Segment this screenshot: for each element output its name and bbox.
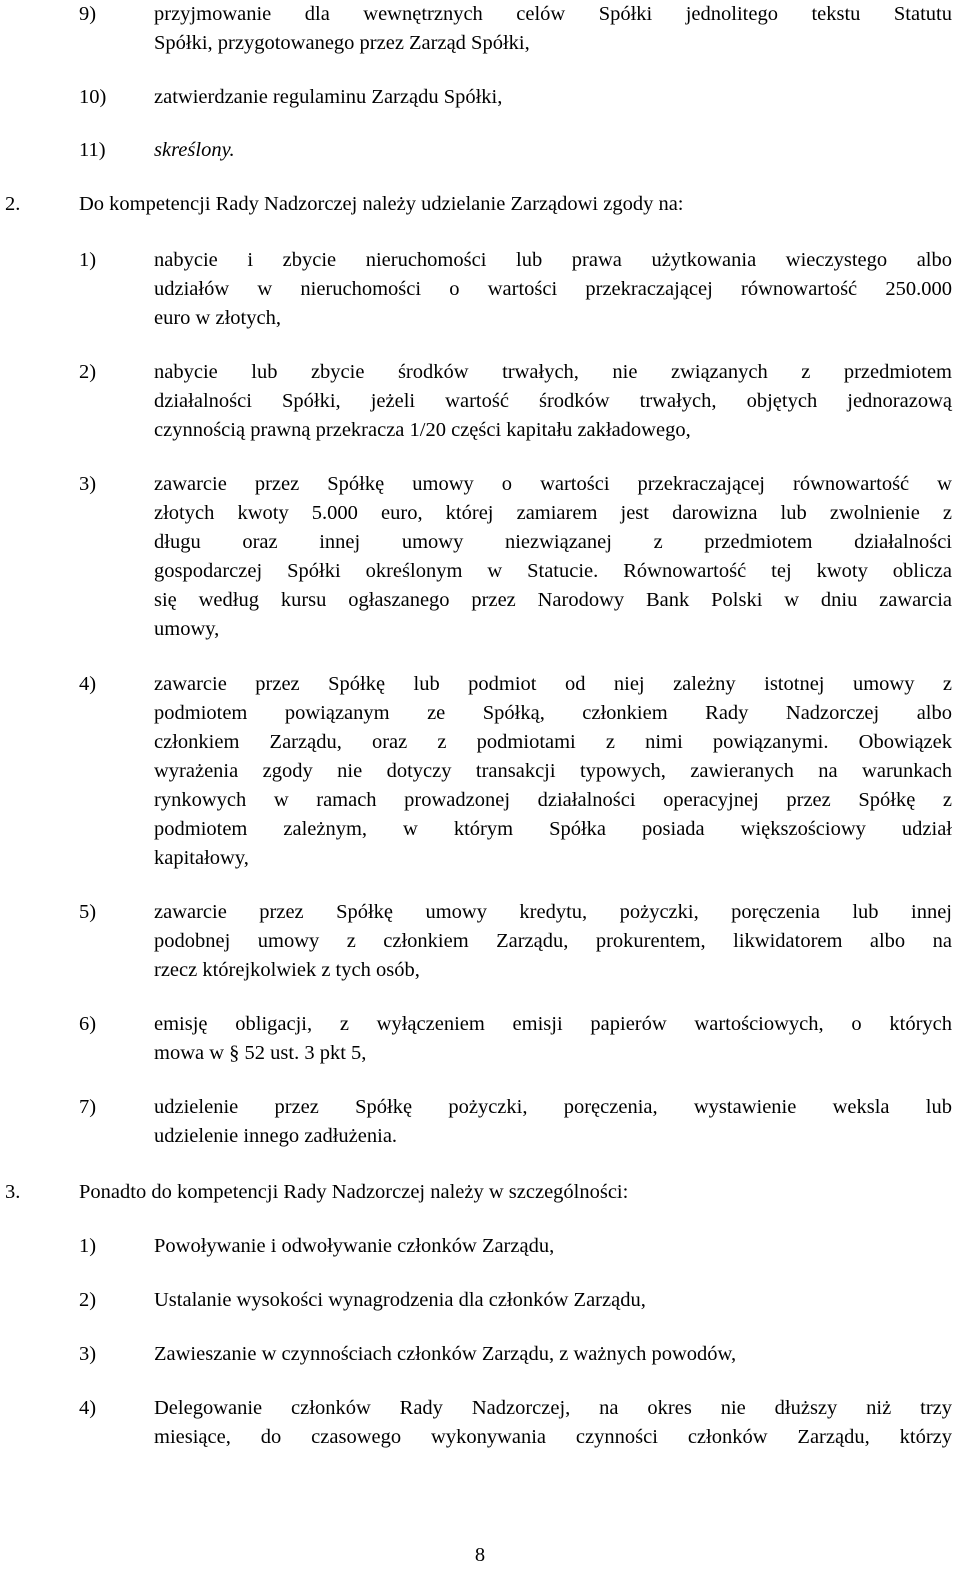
item-text-line: czynnością prawną przekracza 1/20 części kapitału zakładowego, — [154, 419, 691, 441]
section-heading: Ponadto do kompetencji Rady Nadzorczej należy w szczególności: — [79, 1181, 629, 1203]
item-text-line: euro w złotych, — [154, 307, 281, 329]
item-number: 11) — [79, 139, 106, 161]
item-text-line: rynkowych w ramach prowadzonej działalności operacyjnej przez Spółkę z — [154, 789, 952, 811]
item-number: 4) — [79, 673, 97, 695]
item-text-line: podmiotem zależnym, w którym Spółka posiada większościowy udział — [154, 818, 952, 840]
item-text-line: Zawieszanie w czynnościach członków Zarządu, z ważnych powodów, — [154, 1343, 737, 1365]
item-text-line: członkiem Zarządu, oraz z podmiotami z nimi powiązanymi. Obowiązek — [154, 731, 952, 753]
item-text-line: Spółki, przygotowanego przez Zarząd Spółki, — [154, 32, 530, 54]
item-text-line: Delegowanie członków Rady Nadzorczej, na okres nie dłuższy niż trzy — [154, 1397, 952, 1419]
item-text-line: złotych kwoty 5.000 euro, której zamiarem jest darowizna lub zwolnienie z — [154, 502, 952, 524]
item-number: 1) — [79, 249, 97, 271]
item-text-line: miesiące, do czasowego wykonywania czynności członków Zarządu, którzy — [154, 1426, 952, 1448]
item-number: 10) — [79, 86, 107, 108]
section-number: 3. — [5, 1181, 21, 1203]
item-number: 1) — [79, 1235, 97, 1257]
item-text-line: działalności Spółki, jeżeli wartość środków trwałych, objętych jednorazową — [154, 390, 952, 412]
item-text-line: skreślony. — [154, 139, 235, 161]
item-text-line: gospodarczej Spółki określonym w Statucie. Równowartość tej kwoty oblicza — [154, 560, 952, 582]
item-text-line: zawarcie przez Spółkę lub podmiot od niej zależny istotnej umowy z — [154, 673, 952, 695]
item-text-line: udzielenie przez Spółkę pożyczki, poręczenia, wystawienie weksla lub — [154, 1096, 952, 1118]
item-text-line: zawarcie przez Spółkę umowy o wartości przekraczającej równowartość w — [154, 473, 952, 495]
item-text-line: się według kursu ogłaszanego przez Narodowy Bank Polski w dniu zawarcia — [154, 589, 952, 611]
item-text-line: zawarcie przez Spółkę umowy kredytu, pożyczki, poręczenia lub innej — [154, 901, 952, 923]
item-number: 7) — [79, 1096, 97, 1118]
item-text-line: przyjmowanie dla wewnętrznych celów Spółki jednolitego tekstu Statutu — [154, 3, 952, 25]
item-text-line: długu oraz innej umowy niezwiązanej z przedmiotem działalności — [154, 531, 952, 553]
page-number: 8 — [474, 1544, 486, 1566]
item-text-line: wyrażenia zgody nie dotyczy transakcji typowych, zawieranych na warunkach — [154, 760, 952, 782]
item-number: 4) — [79, 1397, 97, 1419]
item-text-line: kapitałowy, — [154, 847, 249, 869]
item-text-line: zatwierdzanie regulaminu Zarządu Spółki, — [154, 86, 503, 108]
item-number: 3) — [79, 473, 97, 495]
item-text-line: mowa w § 52 ust. 3 pkt 5, — [154, 1042, 367, 1064]
section-heading: Do kompetencji Rady Nadzorczej należy udzielanie Zarządowi zgody na: — [79, 193, 684, 215]
item-text-line: udzielenie innego zadłużenia. — [154, 1125, 398, 1147]
item-number: 9) — [79, 3, 97, 25]
item-number: 3) — [79, 1343, 97, 1365]
item-text-line: udziałów w nieruchomości o wartości przekraczającej równowartość 250.000 — [154, 278, 952, 300]
item-text-line: podobnej umowy z członkiem Zarządu, prokurentem, likwidatorem albo na — [154, 930, 952, 952]
item-number: 5) — [79, 901, 97, 923]
item-text-line: rzecz którejkolwiek z tych osób, — [154, 959, 420, 981]
item-text-line: nabycie lub zbycie środków trwałych, nie związanych z przedmiotem — [154, 361, 952, 383]
item-text-line: nabycie i zbycie nieruchomości lub prawa użytkowania wieczystego albo — [154, 249, 952, 271]
item-text-line: emisję obligacji, z wyłączeniem emisji papierów wartościowych, o których — [154, 1013, 952, 1035]
item-text-line: podmiotem powiązanym ze Spółką, członkiem Rady Nadzorczej albo — [154, 702, 952, 724]
item-number: 2) — [79, 1289, 97, 1311]
item-number: 6) — [79, 1013, 97, 1035]
item-text-line: Powoływanie i odwoływanie członków Zarządu, — [154, 1235, 555, 1257]
item-number: 2) — [79, 361, 97, 383]
item-text-line: umowy, — [154, 618, 220, 640]
item-text-line: Ustalanie wysokości wynagrodzenia dla członków Zarządu, — [154, 1289, 646, 1311]
section-number: 2. — [5, 193, 21, 215]
